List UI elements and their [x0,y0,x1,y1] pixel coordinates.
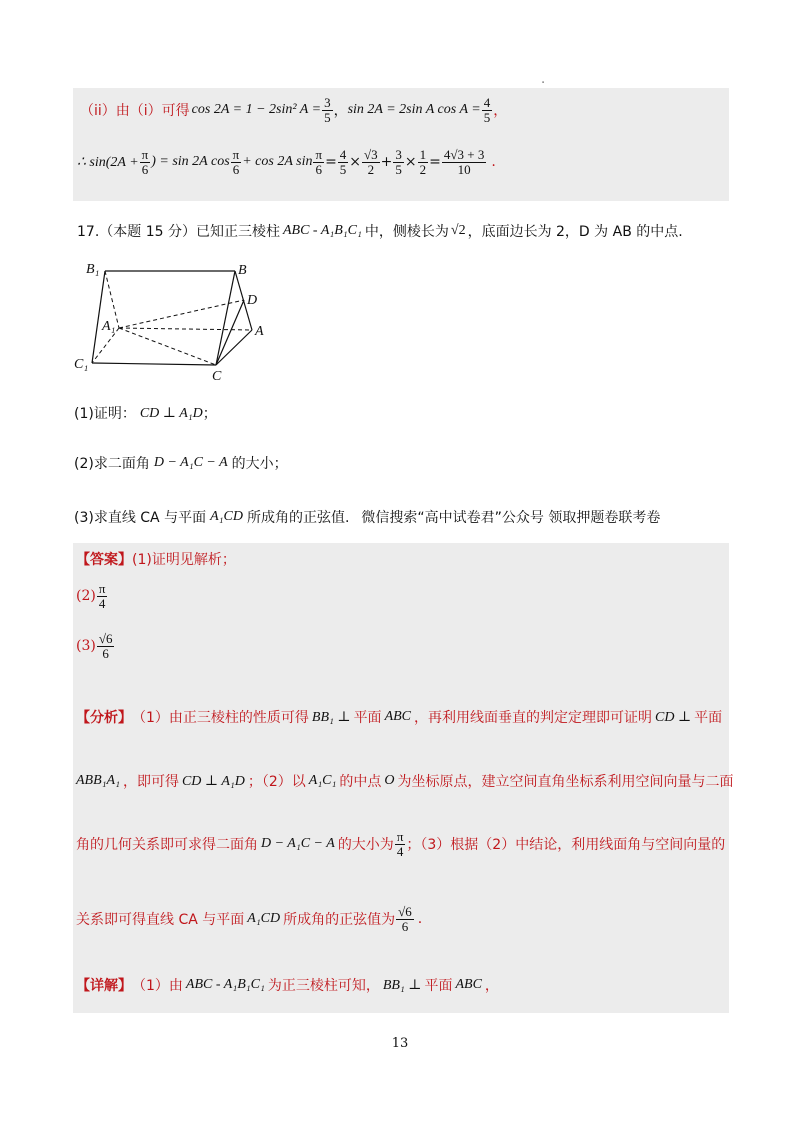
answer-2-label: (2) [76,588,96,604]
answer-1: (1)证明见解析； [132,552,236,568]
q2-math: D − A₁C − A [153,455,228,470]
frac-3-5-b: $\frac{3}{5}$ [395,146,402,177]
analysis-line-1 [76,702,722,732]
q1-label: (1)证明： [74,406,136,422]
label-a1: A₁ [102,319,116,334]
analysis-l2-b: ；（2）以 [247,774,306,790]
sin-expression-cos-term: + cos 2A sin [242,154,313,169]
analysis-tag: 【分析】 [76,710,132,726]
analysis-l1-d: 平面 [694,710,723,726]
edge-b-c [216,271,235,365]
detail-c: 平面 [424,978,453,994]
problem-number: 17.（本题 15 分）已知正三棱柱 [77,224,280,240]
answer-2-frac: $\frac{\pi}{4}$ [98,580,106,611]
detail-line-1 [76,970,499,1000]
edge-length: √2 [450,223,466,238]
q3-label: (3)求直线 CA 与平面 [74,510,207,526]
analysis-l1-c: ，再利用线面垂直的判定定理即可证明 [414,710,653,726]
analysis-l3-frac: $\frac{\pi}{4}$ [396,828,404,859]
detail-a: （1）由 [132,978,183,994]
analysis-l2-a: ，即可得 [122,774,179,790]
analysis-l4-frac: $\frac{√6}{6}$ [398,903,412,934]
q1-end: ； [202,406,217,422]
detail-d: ， [484,978,499,994]
analysis-l3-c: ；（3）根据（2）中结论，利用线面角与空间向量的 [406,837,726,853]
prism-name: ABC - A₁B₁C₁ [282,223,362,238]
frac-4-5: $\frac{4}{5}$ [483,94,491,125]
analysis-l2-m3: A₁C₁ [308,773,337,788]
frac-sqrt3-2: $\frac{√3}{2}$ [364,146,378,177]
analysis-l1-m3: CD ⊥ [655,709,692,725]
frac-4-5-b: $\frac{4}{5}$ [339,146,347,177]
q3-end: 所成角的正弦值. [246,510,350,526]
answer-tag: 【答案】 [76,552,132,568]
problem-rest-text: ，底面边长为 2，D 为 AB 的中点. [467,224,683,240]
analysis-l1-a: （1）由正三棱柱的性质可得 [132,710,309,726]
label-b1: B₁ [86,262,100,277]
problem-17-statement [77,216,683,246]
answer-line-2 [76,578,108,614]
detail-m2: BB₁ ⊥ [382,977,422,993]
times-1: × [349,154,362,170]
times-2: × [404,154,417,170]
q2-label: (2)求二面角 [74,456,150,472]
question-3 [74,502,660,532]
edge-b1-c1 [92,271,105,363]
equals-1: = [325,154,337,170]
analysis-line-4 [76,898,422,940]
analysis-l4-a: 关系即可得直线 CA 与平面 [76,912,245,928]
q1-math: CD ⊥ A₁D [139,405,203,421]
analysis-l4-b: 所成角的正弦值为 [283,912,396,928]
answer-3-frac: $\frac{√6}{6}$ [98,630,113,661]
analysis-l2-m2: CD ⊥ A₁D [181,773,245,789]
analysis-l2-m1: ABB₁A₁ [76,773,120,788]
question-2 [74,448,288,478]
part-ii-line-2 [77,140,496,184]
problem-mid-text: 中，侧棱长为 [364,224,449,240]
segment-a1-c [119,328,216,365]
sin2a-formula: sin 2A = 2sin A cos A = [347,102,481,117]
plus-1: + [380,154,393,170]
frac-pi-6-b: $\frac{\pi}{6}$ [232,146,240,177]
answer-3-label: (3) [76,638,96,654]
prism-figure [72,258,272,383]
label-d: D [247,293,258,308]
analysis-line-3 [76,824,725,864]
line-end-period: . [491,154,496,170]
frac-1-2: $\frac{1}{2}$ [419,146,427,177]
detail-b: 为正三棱柱可知， [267,978,380,994]
analysis-l1-b: 平面 [353,710,382,726]
analysis-l4-m1: A₁CD [247,911,281,926]
label-a: A [255,324,264,339]
analysis-l4-end: . [417,911,423,927]
detail-m3: ABC [455,977,482,992]
answer-line-1 [76,547,236,571]
analysis-l2-d: 为坐标原点，建立空间直角坐标系利用空间向量与二面 [397,774,734,790]
frac-result: $\frac{4√3 + 3}{10}$ [443,146,485,177]
frac-3-5: $\frac{3}{5}$ [324,94,331,125]
sin-expression-start: ∴ sin(2A + [77,154,139,170]
cos2a-formula: cos 2A = 1 − 2sin² A = [191,102,322,117]
page-number: 13 [391,1036,409,1051]
q3-ad-text: 微信搜索“高中试卷君”公众号 领取押题卷联考卷 [361,510,661,526]
q3-math: A₁CD [210,509,243,524]
analysis-l1-m1: BB₁ ⊥ [311,709,351,725]
top-dot: . [541,72,546,87]
edge-c1-c [92,363,216,365]
analysis-l2-c: 的中点 [339,774,382,790]
label-c1: C₁ [74,357,89,372]
detail-m1: ABC - A₁B₁C₁ [185,977,265,992]
label-b: B [238,263,247,278]
analysis-l3-b: 的大小为 [337,837,394,853]
q2-end: 的大小； [231,456,288,472]
answer-line-3 [76,627,115,665]
analysis-l1-m2: ABC [384,709,412,724]
analysis-l3-a: 角的几何关系即可求得二面角 [76,837,258,853]
segment-a1-d [119,300,244,328]
frac-pi-6-a: $\frac{\pi}{6}$ [141,146,149,177]
frac-pi-6-c: $\frac{\pi}{6}$ [315,146,323,177]
equals-2: = [429,154,441,170]
edge-a-c [216,330,252,365]
line-end-comma: ， [493,103,508,119]
analysis-l3-m1: D − A₁C − A [261,836,335,851]
part-ii-prefix: （ii）由（i）可得 [80,103,190,119]
sin-expression-mid: ) = sin 2A cos [151,154,230,169]
part-ii-line-1 [80,90,507,130]
separator: ， [333,103,348,119]
question-1 [74,398,217,428]
analysis-l2-m4: O [384,773,395,788]
analysis-line-2 [76,766,734,796]
detail-tag: 【详解】 [76,978,132,994]
segment-d-c [216,300,244,365]
label-c: C [212,369,222,383]
